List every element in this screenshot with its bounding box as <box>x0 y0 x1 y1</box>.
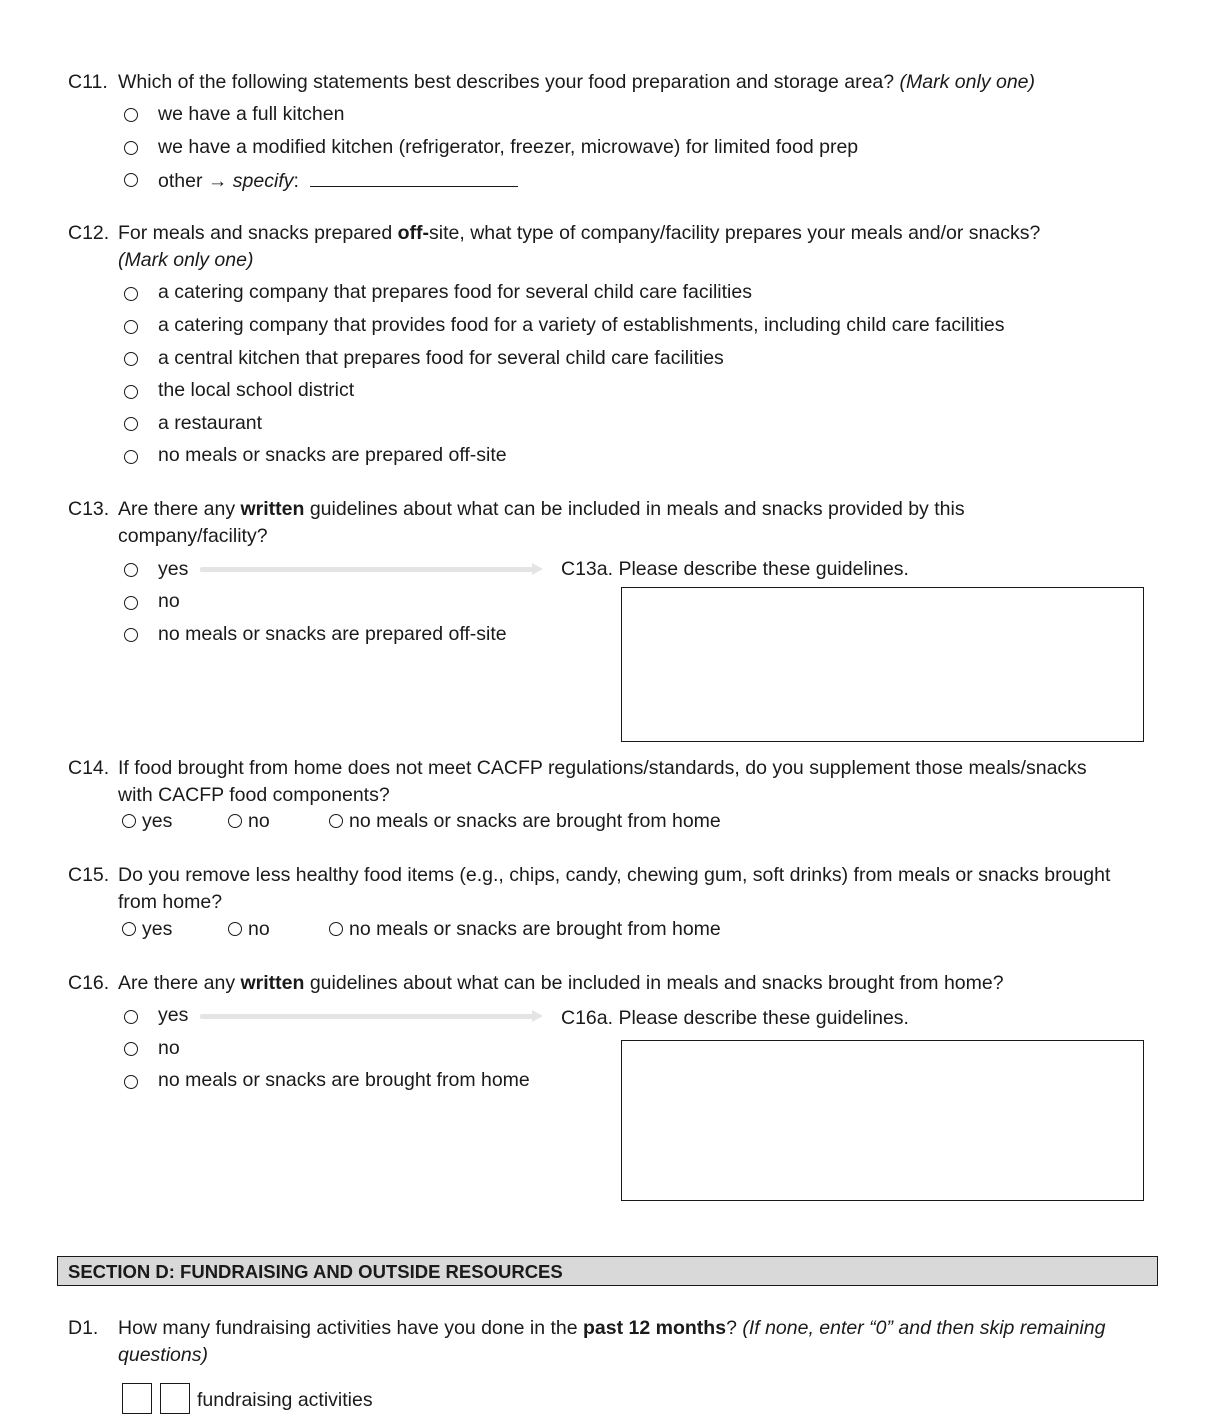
question-c16-pre: Are there any <box>118 972 241 994</box>
question-d1-instruction: (If none, enter “0” and then skip remaining <box>742 1317 1106 1339</box>
followup-c16a-label: C16a. Please describe these guidelines. <box>561 1007 909 1029</box>
question-text-c16 <box>118 972 1004 995</box>
radio-c14-no[interactable] <box>228 814 242 828</box>
question-number-d1: D1. <box>68 1317 99 1339</box>
option-c15-no-meals[interactable] <box>329 918 721 941</box>
option-c14-no-meals-label: no meals or snacks are brought from home <box>349 810 721 832</box>
d1-box-label: fundraising activities <box>197 1389 373 1411</box>
option-c15-no[interactable] <box>228 918 270 941</box>
c13a-answer-box[interactable] <box>621 587 1144 742</box>
option-c15-yes[interactable] <box>122 918 172 941</box>
question-c12-bold: off- <box>397 222 430 244</box>
option-c14-no-meals[interactable] <box>329 810 721 833</box>
question-number-c16: C16. <box>68 972 110 994</box>
option-c12-5: a restaurant <box>158 412 263 434</box>
question-c16-post: guidelines about what can be included in meals and snacks brought from home? <box>304 972 1004 994</box>
option-c15-yes-label: yes <box>142 918 173 940</box>
radio-c11-full-kitchen[interactable] <box>124 108 138 122</box>
question-number-c15: C15. <box>68 864 110 886</box>
radio-c16-yes[interactable] <box>124 1010 138 1024</box>
question-text-c13 <box>118 498 965 521</box>
option-c15-no-label: no <box>248 918 270 940</box>
question-d1-instruction-line2: questions) <box>118 1344 208 1366</box>
question-d1-bold: past 12 months <box>583 1317 727 1339</box>
question-c11-body: Which of the following statements best describes your food preparation and storage area? <box>118 71 895 93</box>
question-c13-bold: written <box>240 498 305 520</box>
option-c14-no-label: no <box>248 810 270 832</box>
radio-c12-option-3[interactable] <box>124 352 138 366</box>
question-c11-instruction: (Mark only one) <box>899 71 1036 93</box>
option-c14-yes-label: yes <box>142 810 173 832</box>
option-c16-yes: yes <box>158 1004 189 1026</box>
radio-c11-other[interactable] <box>124 173 138 187</box>
question-number-c13: C13. <box>68 498 110 520</box>
specify-input-line[interactable] <box>310 168 518 187</box>
radio-c16-no-meals[interactable] <box>124 1075 138 1089</box>
option-c14-yes[interactable] <box>122 810 172 833</box>
question-c13-post: guidelines about what can be included in meals and snacks provided by this <box>304 498 965 520</box>
d1-digit-box-tens[interactable] <box>122 1383 152 1414</box>
option-c13-yes: yes <box>158 558 189 580</box>
option-c11-other-colon: : <box>293 170 299 192</box>
option-c14-no[interactable] <box>228 810 270 833</box>
radio-c15-no-meals[interactable] <box>329 922 343 936</box>
option-c12-1: a catering company that prepares food for several child care facilities <box>158 281 752 303</box>
followup-c13a-label: C13a. Please describe these guidelines. <box>561 558 909 580</box>
option-c11-modified-kitchen: we have a modified kitchen (refrigerator, freezer, microwave) for limited food prep <box>158 136 859 158</box>
option-c12-4: the local school district <box>158 379 355 401</box>
section-d-title: SECTION D: FUNDRAISING AND OUTSIDE RESOURCES <box>68 1261 563 1282</box>
question-number-c11: C11. <box>68 71 108 93</box>
radio-c12-option-1[interactable] <box>124 287 138 301</box>
question-text-d1 <box>118 1317 1105 1340</box>
option-c13-no-meals: no meals or snacks are prepared off-site <box>158 623 507 645</box>
question-d1-post: ? <box>726 1317 743 1339</box>
option-c11-other-label: other → <box>158 170 228 192</box>
radio-c15-no[interactable] <box>228 922 242 936</box>
option-c16-no-meals: no meals or snacks are brought from home <box>158 1069 530 1091</box>
skip-arrow-c16 <box>200 1014 533 1019</box>
radio-c13-no-meals[interactable] <box>124 628 138 642</box>
option-c12-3: a central kitchen that prepares food for several child care facilities <box>158 347 724 369</box>
option-c11-other-specify: specify <box>232 170 294 192</box>
radio-c12-option-4[interactable] <box>124 385 138 399</box>
radio-c15-yes[interactable] <box>122 922 136 936</box>
radio-c12-option-5[interactable] <box>124 417 138 431</box>
question-number-c12: C12. <box>68 222 110 244</box>
question-c12-post: site, what type of company/facility prepares your meals and/or snacks? <box>429 222 1041 244</box>
section-d-header <box>57 1256 1158 1286</box>
question-d1-pre: How many fundraising activities have you done in the <box>118 1317 584 1339</box>
question-text-c12 <box>118 222 1040 245</box>
question-c15-line2: from home? <box>118 891 223 913</box>
question-c13-line2: company/facility? <box>118 525 268 547</box>
question-c12-pre: For meals and snacks prepared <box>118 222 398 244</box>
option-c11-full-kitchen: we have a full kitchen <box>158 103 345 125</box>
radio-c12-option-2[interactable] <box>124 320 138 334</box>
question-c13-pre: Are there any <box>118 498 241 520</box>
option-c16-no: no <box>158 1037 180 1059</box>
c16a-answer-box[interactable] <box>621 1040 1144 1201</box>
option-c11-other <box>158 168 518 193</box>
radio-c13-no[interactable] <box>124 596 138 610</box>
option-c12-2: a catering company that provides food for a variety of establishments, including child care facilities <box>158 314 1005 336</box>
d1-digit-box-ones[interactable] <box>160 1383 190 1414</box>
option-c12-6: no meals or snacks are prepared off-site <box>158 444 507 466</box>
question-c16-bold: written <box>240 972 305 994</box>
option-c15-no-meals-label: no meals or snacks are brought from home <box>349 918 721 940</box>
option-c13-no: no <box>158 590 180 612</box>
question-c14-line2: with CACFP food components? <box>118 784 390 806</box>
radio-c16-no[interactable] <box>124 1042 138 1056</box>
question-c14-line1: If food brought from home does not meet CACFP regulations/standards, do you supplement those meals/snacks <box>118 757 1087 779</box>
skip-arrow-c13 <box>200 567 533 572</box>
question-c12-instruction: (Mark only one) <box>118 249 254 271</box>
question-c15-line1: Do you remove less healthy food items (e.g., chips, candy, chewing gum, soft drinks) from meals or snacks brought <box>118 864 1111 886</box>
radio-c11-modified-kitchen[interactable] <box>124 141 138 155</box>
radio-c14-no-meals[interactable] <box>329 814 343 828</box>
question-text-c11 <box>118 71 1035 94</box>
question-number-c14: C14. <box>68 757 110 779</box>
radio-c12-option-6[interactable] <box>124 450 138 464</box>
radio-c14-yes[interactable] <box>122 814 136 828</box>
radio-c13-yes[interactable] <box>124 563 138 577</box>
